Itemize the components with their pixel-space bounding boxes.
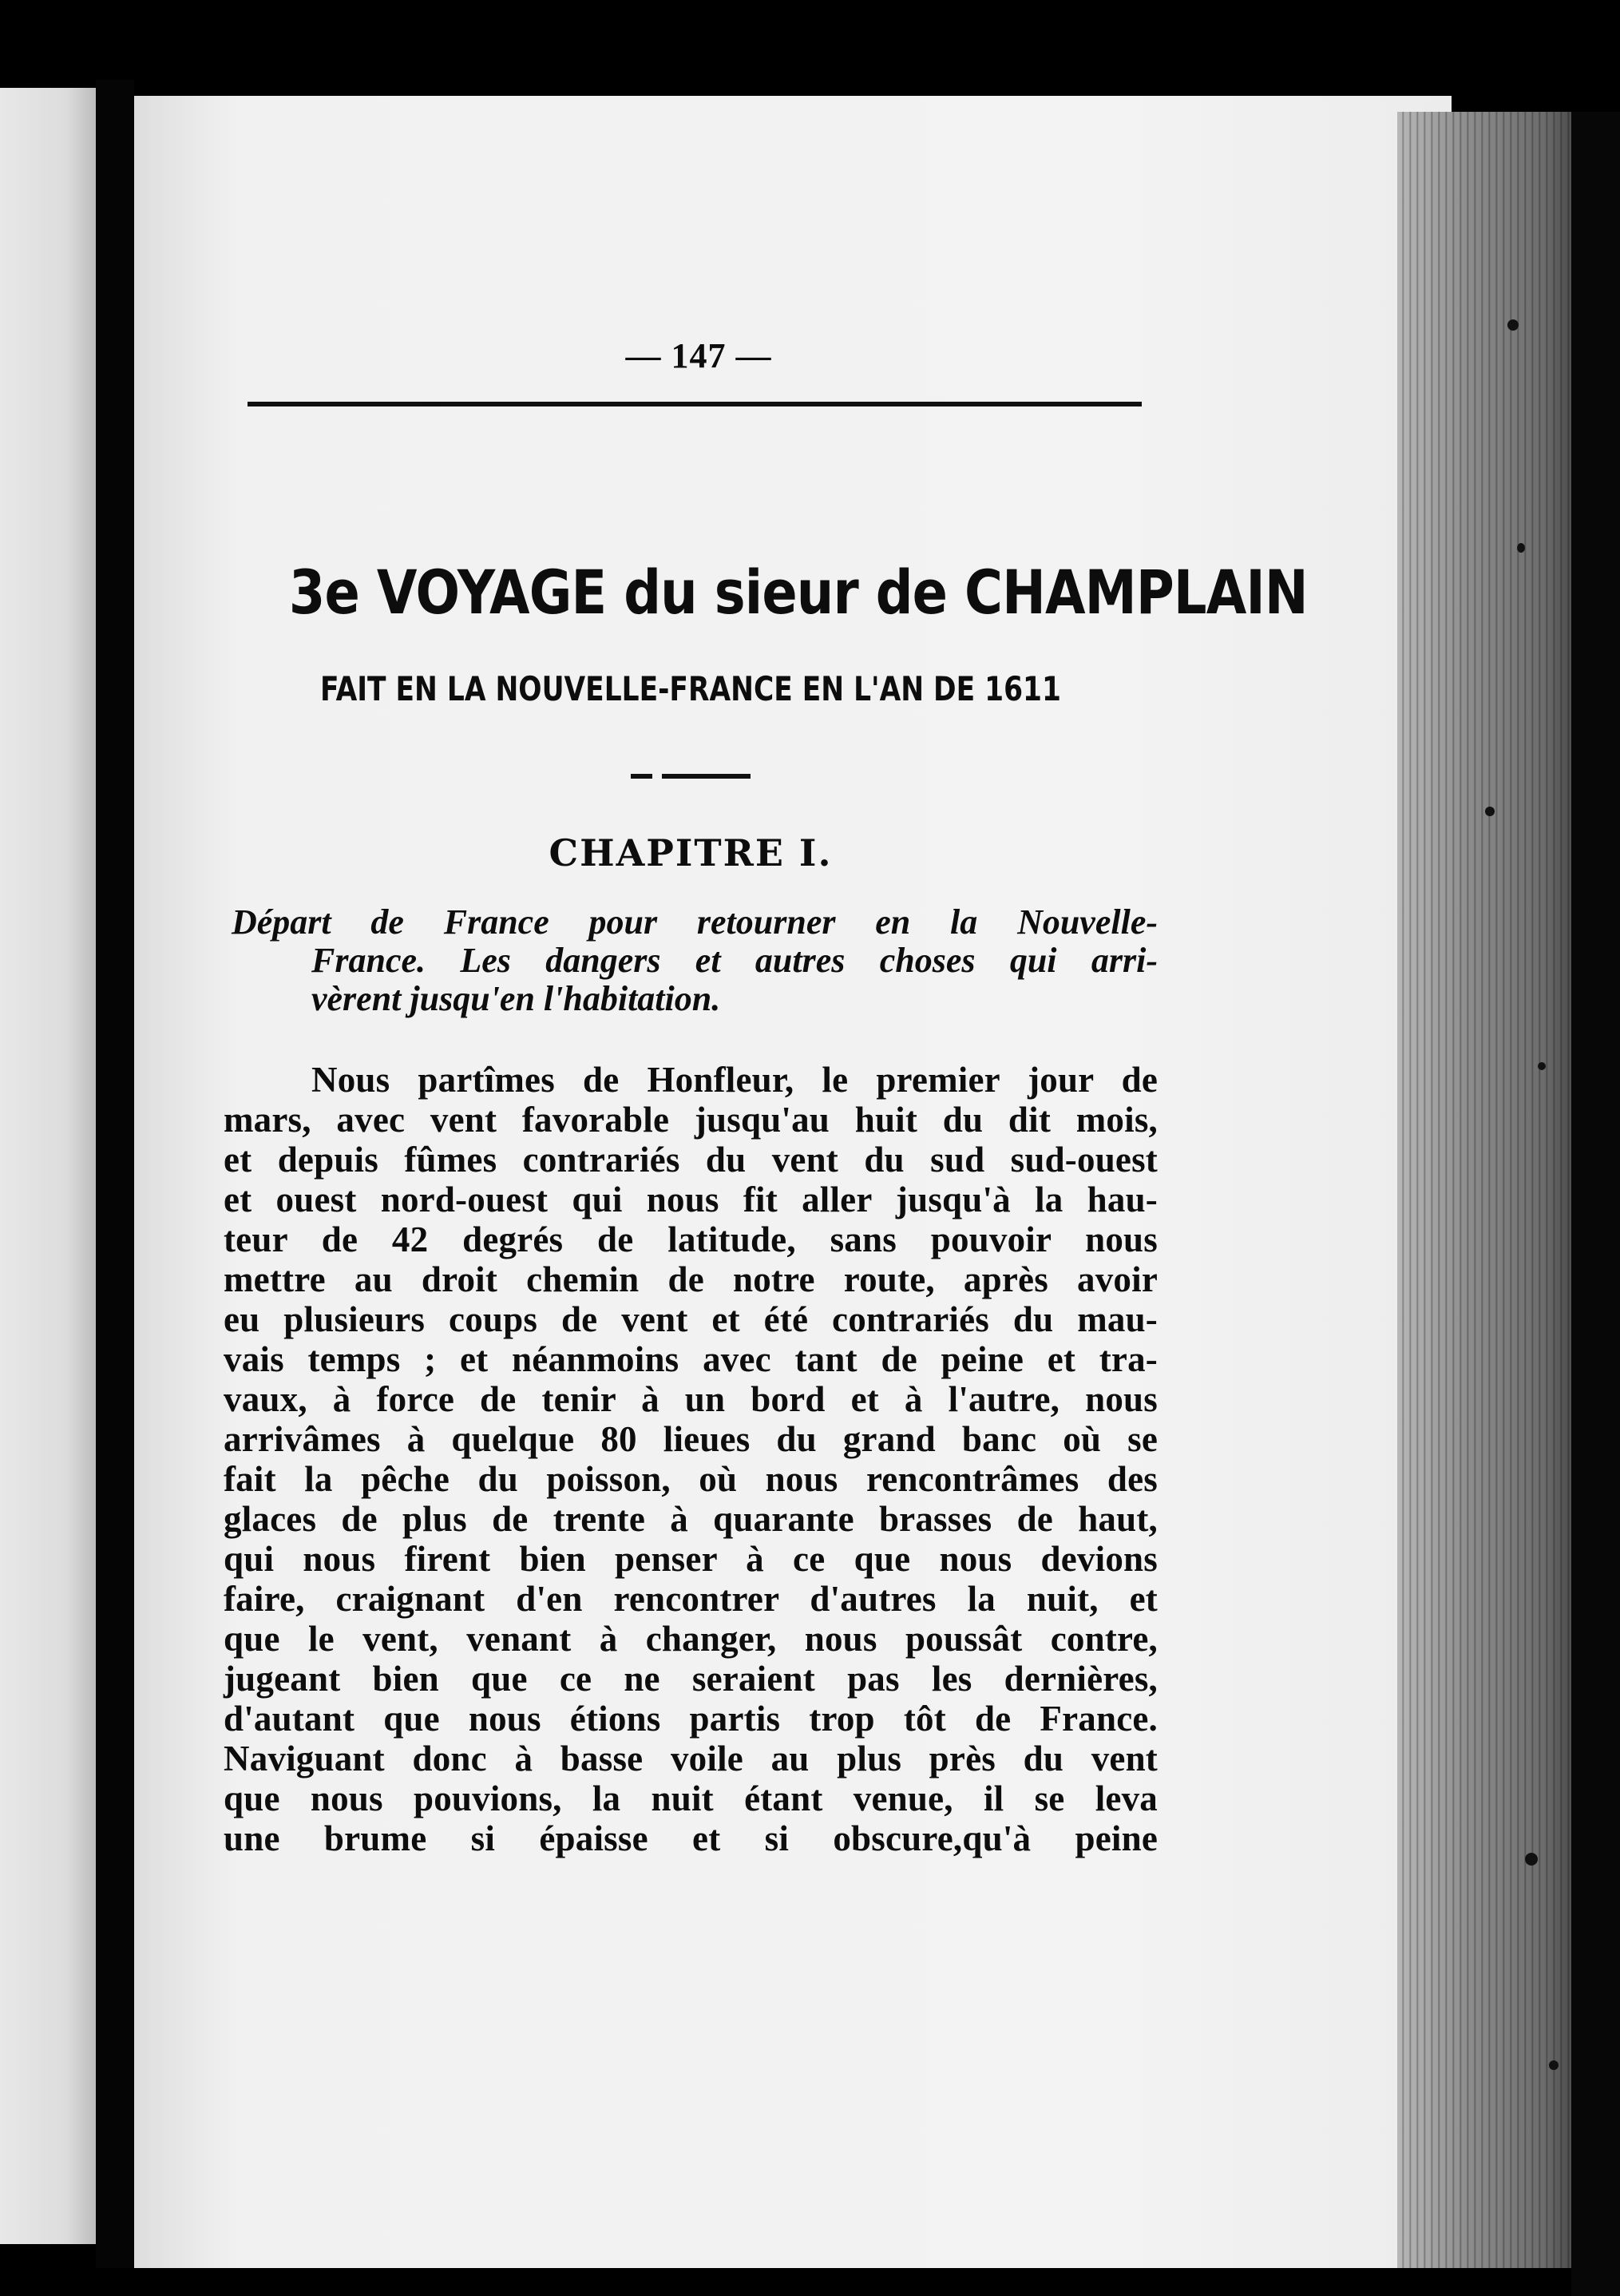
body-line: mettre au droit chemin de notre route, après avoir — [224, 1259, 1158, 1299]
chapter-summary — [232, 903, 1158, 1018]
speck — [1507, 319, 1519, 331]
summary-line: France. Les dangers et autres choses qui arri- — [311, 941, 1158, 980]
speck — [1485, 807, 1495, 816]
body-line: faire, craignant d'en rencontrer d'autres la nuit, et — [224, 1579, 1158, 1619]
summary-line: Départ de France pour retourner en la Nouvelle- — [232, 902, 1158, 942]
body-line: et ouest nord-ouest qui nous fit aller jusqu'à la hau- — [224, 1180, 1158, 1219]
page-number: — 147 — — [625, 336, 772, 375]
body-line: jugeant bien que ce ne seraient pas les dernières, — [224, 1659, 1158, 1699]
body-line: glaces de plus de trente à quarante brasses de haut, — [224, 1499, 1158, 1539]
book-gutter — [96, 80, 134, 2268]
body-line: eu plusieurs coups de vent et été contrariés du mau- — [224, 1299, 1158, 1339]
body-line: fait la pêche du poisson, où nous rencontrâmes des — [224, 1459, 1158, 1499]
page-title: 3e VOYAGE du sieur de CHAMPLAIN — [288, 557, 1308, 628]
body-text — [224, 1060, 1158, 1858]
body-line: d'autant que nous étions partis trop tôt de France. — [224, 1699, 1158, 1739]
body-line: arrivâmes à quelque 80 lieues du grand banc où se — [224, 1419, 1158, 1459]
page-subtitle: FAIT EN LA NOUVELLE-FRANCE EN L'AN DE 1611 — [320, 669, 1061, 708]
header-rule — [248, 402, 1142, 406]
body-line: teur de 42 degrés de latitude, sans pouvoir nous — [224, 1219, 1158, 1259]
body-line: qui nous firent bien penser à ce que nous devions — [224, 1539, 1158, 1579]
body-line: que le vent, venant à changer, nous poussât contre, — [224, 1619, 1158, 1659]
body-line: que nous pouvions, la nuit étant venue, il se leva — [224, 1779, 1158, 1818]
speck — [1549, 2060, 1559, 2070]
body-line: une brume si épaisse et si obscure,qu'à peine — [224, 1818, 1158, 1858]
speck — [1538, 1062, 1546, 1070]
summary-line: vèrent jusqu'en l'habitation. — [311, 979, 721, 1018]
speck — [1517, 543, 1525, 553]
body-line: vaux, à force de tenir à un bord et à l'autre, nous — [224, 1379, 1158, 1419]
ornament-divider — [631, 774, 751, 779]
body-line: vais temps ; et néanmoins avec tant de peine et tra- — [224, 1339, 1158, 1379]
body-line: Nous partîmes de Honfleur, le premier jour de — [311, 1060, 1158, 1100]
body-line: et depuis fûmes contrariés du vent du sud sud-ouest — [224, 1140, 1158, 1180]
page-content — [224, 335, 1308, 1858]
left-page-edge — [0, 88, 96, 2244]
body-line: Naviguant donc à basse voile au plus près du vent — [224, 1739, 1158, 1779]
right-dark-border — [1571, 112, 1620, 2296]
speck — [1525, 1853, 1538, 1866]
body-line: mars, avec vent favorable jusqu'au huit du dit mois, — [224, 1100, 1158, 1140]
chapter-heading: CHAPITRE I. — [549, 831, 833, 874]
